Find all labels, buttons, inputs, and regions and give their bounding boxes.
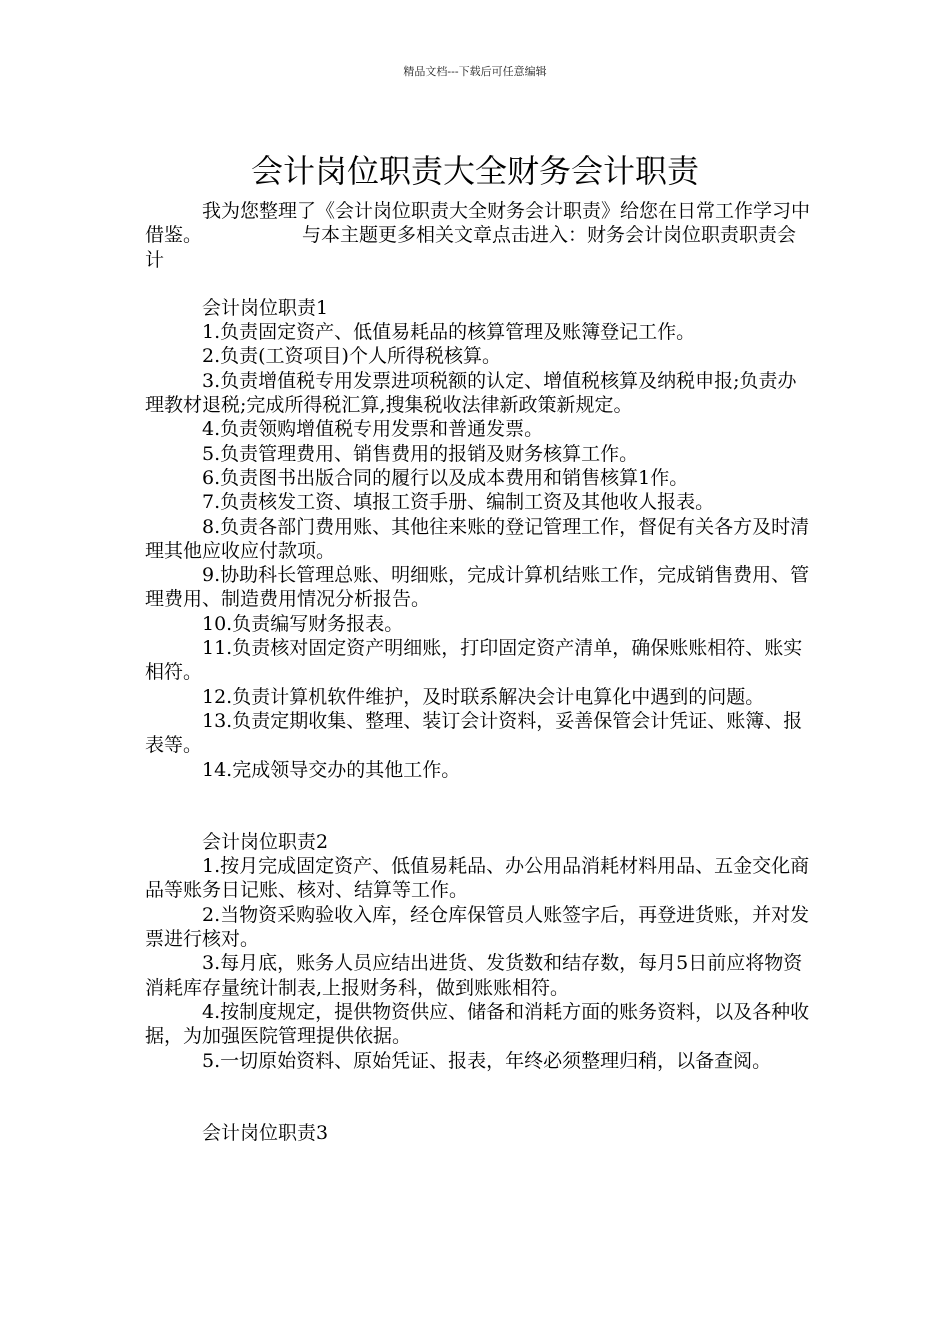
list-item: 2.当物资采购验收入库，经仓库保管员人账签字后，再登进货账，并对发票进行核对。 xyxy=(145,903,810,951)
list-item: 14.完成领导交办的其他工作。 xyxy=(202,758,461,781)
section-duties-1 xyxy=(145,296,813,782)
list-item: 1.负责固定资产、低值易耗品的核算管理及账簿登记工作。 xyxy=(202,321,696,344)
list-item: 4.按制度规定，提供物资供应、储备和消耗方面的账务资料，以及各种收据，为加强医院管理提供依据。 xyxy=(145,1000,810,1048)
list-item: 4.负责领购增值税专用发票和普通发票。 xyxy=(202,418,544,441)
spacer xyxy=(145,272,813,296)
list-item: 3.负责增值税专用发票进项税额的认定、增值税核算及纳税申报;负责办理教材退税;完成所得税汇算,搜集税收法律新政策新规定。 xyxy=(145,369,797,417)
section-duties-3 xyxy=(145,1121,813,1145)
intro-text: 我为您整理了《会计岗位职责大全财务会计职责》给您在日常工作学习中借鉴。 xyxy=(145,200,811,247)
list-item: 3.每月底，账务人员应结出进货、发货数和结存数，每月5日前应将物资消耗库存量统计制表,上报财务科，做到账账相符。 xyxy=(145,952,803,999)
section-heading: 会计岗位职责2 xyxy=(202,830,329,853)
list-item: 9.协助科长管理总账、明细账，完成计算机结账工作，完成销售费用、管理费用、制造费用情况分析报告。 xyxy=(145,564,810,611)
section-heading: 会计岗位职责1 xyxy=(202,296,329,319)
spacer xyxy=(145,1073,813,1121)
list-item: 6.负责图书出版合同的履行以及成本费用和销售核算1作。 xyxy=(202,466,689,489)
list-item: 5.负责管理费用、销售费用的报销及财务核算工作。 xyxy=(202,442,639,465)
page-header: 精品文档---下载后可任意编辑 xyxy=(403,65,547,78)
list-item: 8.负责各部门费用账、其他往来账的登记管理工作，督促有关各方及时清理其他应收应付款项。 xyxy=(145,515,810,562)
intro-paragraph xyxy=(145,199,813,272)
list-item: 5.一切原始资料、原始凭证、报表，年终必须整理归稍，以备查阅。 xyxy=(202,1049,772,1072)
list-item: 10.负责编写财务报表。 xyxy=(202,612,404,635)
section-duties-2 xyxy=(145,830,813,1073)
document-body xyxy=(145,199,813,1145)
list-item: 13.负责定期收集、整理、装订会计资料，妥善保管会计凭证、账簿、报表等。 xyxy=(145,709,803,757)
document-title: 会计岗位职责大全财务会计职责 xyxy=(250,152,699,191)
list-item: 7.负责核发工资、填报工资手册、编制工资及其他收人报表。 xyxy=(202,491,715,514)
list-item: 12.负责计算机软件维护，及时联系解决会计电算化中遇到的问题。 xyxy=(202,685,765,708)
spacer xyxy=(145,782,813,830)
list-item: 1.按月完成固定资产、低值易耗品、办公用品消耗材料用品、五金交化商品等账务日记账、核对、结算等工作。 xyxy=(145,855,810,902)
list-item: 2.负责(工资项目)个人所得税核算。 xyxy=(202,345,501,368)
list-item: 11.负责核对固定资产明细账，打印固定资产清单，确保账账相符、账实相符。 xyxy=(145,637,803,684)
intro-related-link[interactable]: 与本主题更多相关文章点击进入：财务会计岗位职责职责会计 xyxy=(145,224,797,271)
section-heading: 会计岗位职责3 xyxy=(202,1121,329,1144)
